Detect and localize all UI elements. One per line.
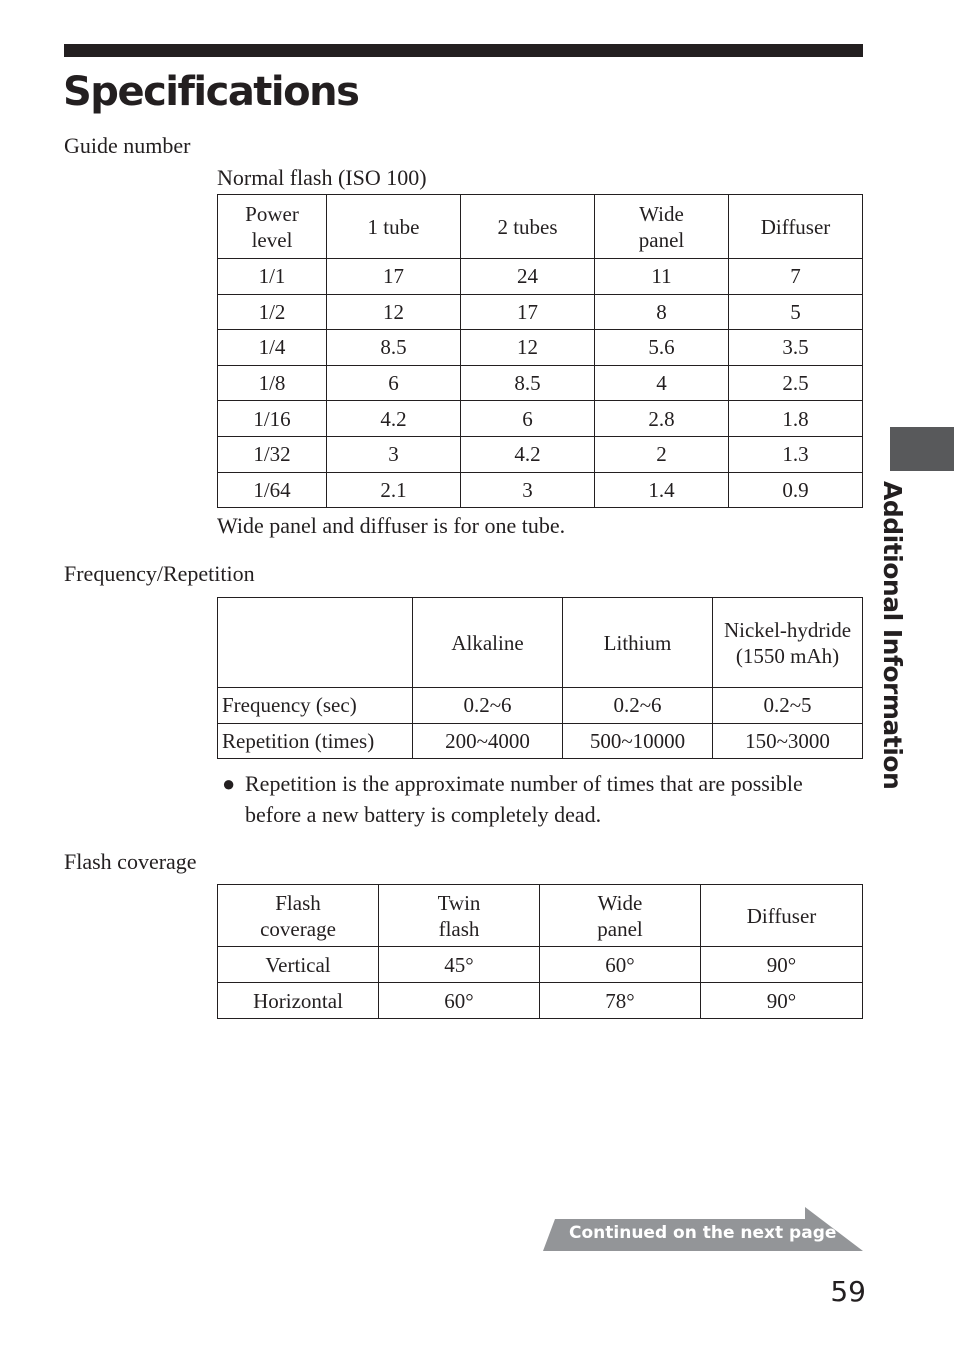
table-row bbox=[218, 688, 863, 724]
header-diffuser: Diffuser bbox=[701, 885, 863, 947]
table-cell: 3 bbox=[327, 436, 461, 472]
frequency-repetition-label: Frequency/Repetition bbox=[64, 561, 255, 586]
table-header-row bbox=[218, 885, 863, 947]
table-header-row bbox=[218, 598, 863, 688]
header-flash-coverage: Flash coverage bbox=[218, 885, 379, 947]
table-cell: 1/2 bbox=[218, 294, 327, 330]
table-cell: 2 bbox=[595, 436, 729, 472]
table-header-row bbox=[218, 195, 863, 259]
frequency-repetition-table bbox=[217, 597, 863, 759]
table-cell: 12 bbox=[327, 294, 461, 330]
table-row bbox=[218, 947, 863, 983]
table-cell: 60° bbox=[540, 947, 701, 983]
table-cell: 500~10000 bbox=[563, 723, 713, 759]
table-row bbox=[218, 983, 863, 1019]
table-cell: 200~4000 bbox=[413, 723, 563, 759]
table-cell: 1/8 bbox=[218, 365, 327, 401]
table-cell: 8 bbox=[595, 294, 729, 330]
table-row bbox=[218, 259, 863, 295]
table-cell: 1.8 bbox=[729, 401, 863, 437]
table-row bbox=[218, 436, 863, 472]
table-cell: 150~3000 bbox=[713, 723, 863, 759]
continued-label: Continued on the next page bbox=[569, 1223, 837, 1243]
table-row bbox=[218, 723, 863, 759]
table-cell: 3.5 bbox=[729, 330, 863, 366]
table-cell: 0.2~5 bbox=[713, 688, 863, 724]
header-2-tubes: 2 tubes bbox=[461, 195, 595, 259]
table-cell: 90° bbox=[701, 947, 863, 983]
header-empty bbox=[218, 598, 413, 688]
table-cell: 1.3 bbox=[729, 436, 863, 472]
guide-table-caption: Normal flash (ISO 100) bbox=[217, 165, 427, 190]
flash-coverage-table bbox=[217, 884, 863, 1019]
table-cell: 1/32 bbox=[218, 436, 327, 472]
header-diffuser: Diffuser bbox=[729, 195, 863, 259]
header-nickel-hydride: Nickel-hydride (1550 mAh) bbox=[713, 598, 863, 688]
table-cell: 2.8 bbox=[595, 401, 729, 437]
page-title: Specifications bbox=[63, 69, 359, 115]
row-label-repetition: Repetition (times) bbox=[218, 723, 413, 759]
table-cell: 90° bbox=[701, 983, 863, 1019]
header-twin-flash: Twin flash bbox=[379, 885, 540, 947]
table-row bbox=[218, 294, 863, 330]
table-cell: 8.5 bbox=[461, 365, 595, 401]
table-cell: 11 bbox=[595, 259, 729, 295]
table-cell: 17 bbox=[327, 259, 461, 295]
table-cell: 8.5 bbox=[327, 330, 461, 366]
header-wide-panel: Wide panel bbox=[540, 885, 701, 947]
table-cell: 1/64 bbox=[218, 472, 327, 508]
page-number: 59 bbox=[830, 1275, 866, 1308]
table-cell: 60° bbox=[379, 983, 540, 1019]
header-alkaline: Alkaline bbox=[413, 598, 563, 688]
table-cell: 1/1 bbox=[218, 259, 327, 295]
flash-coverage-label: Flash coverage bbox=[64, 849, 197, 874]
top-rule bbox=[64, 44, 863, 57]
table-cell: 24 bbox=[461, 259, 595, 295]
table-cell: 45° bbox=[379, 947, 540, 983]
table-cell: 4.2 bbox=[461, 436, 595, 472]
table-cell: 5 bbox=[729, 294, 863, 330]
table-cell: 1/16 bbox=[218, 401, 327, 437]
table-row bbox=[218, 472, 863, 508]
table-cell: 0.9 bbox=[729, 472, 863, 508]
table-cell: 4.2 bbox=[327, 401, 461, 437]
table-cell: 12 bbox=[461, 330, 595, 366]
row-label-vertical: Vertical bbox=[218, 947, 379, 983]
table-cell: 1.4 bbox=[595, 472, 729, 508]
table-cell: 5.6 bbox=[595, 330, 729, 366]
table-row bbox=[218, 330, 863, 366]
guide-table-footnote: Wide panel and diffuser is for one tube. bbox=[217, 513, 566, 538]
guide-number-label: Guide number bbox=[64, 133, 191, 158]
table-cell: 2.5 bbox=[729, 365, 863, 401]
header-1-tube: 1 tube bbox=[327, 195, 461, 259]
table-cell: 6 bbox=[327, 365, 461, 401]
header-lithium: Lithium bbox=[563, 598, 713, 688]
table-cell: 4 bbox=[595, 365, 729, 401]
table-cell: 2.1 bbox=[327, 472, 461, 508]
table-cell: 7 bbox=[729, 259, 863, 295]
table-cell: 17 bbox=[461, 294, 595, 330]
table-cell: 6 bbox=[461, 401, 595, 437]
table-cell: 1/4 bbox=[218, 330, 327, 366]
repetition-note bbox=[222, 768, 862, 830]
continued-banner bbox=[543, 1207, 863, 1251]
table-row bbox=[218, 401, 863, 437]
table-cell: 78° bbox=[540, 983, 701, 1019]
row-label-frequency: Frequency (sec) bbox=[218, 688, 413, 724]
row-label-horizontal: Horizontal bbox=[218, 983, 379, 1019]
repetition-note-text: Repetition is the approximate number of times that are possible before a new battery is completely dead. bbox=[245, 771, 803, 827]
table-cell: 0.2~6 bbox=[563, 688, 713, 724]
side-tab-marker bbox=[890, 427, 954, 471]
bullet-icon: ● bbox=[222, 771, 236, 796]
table-cell: 3 bbox=[461, 472, 595, 508]
guide-number-table bbox=[217, 194, 863, 508]
table-cell: 0.2~6 bbox=[413, 688, 563, 724]
table-row bbox=[218, 365, 863, 401]
side-section-label: Additional Information bbox=[878, 481, 907, 790]
header-power-level: Power level bbox=[218, 195, 327, 259]
header-wide-panel: Wide panel bbox=[595, 195, 729, 259]
